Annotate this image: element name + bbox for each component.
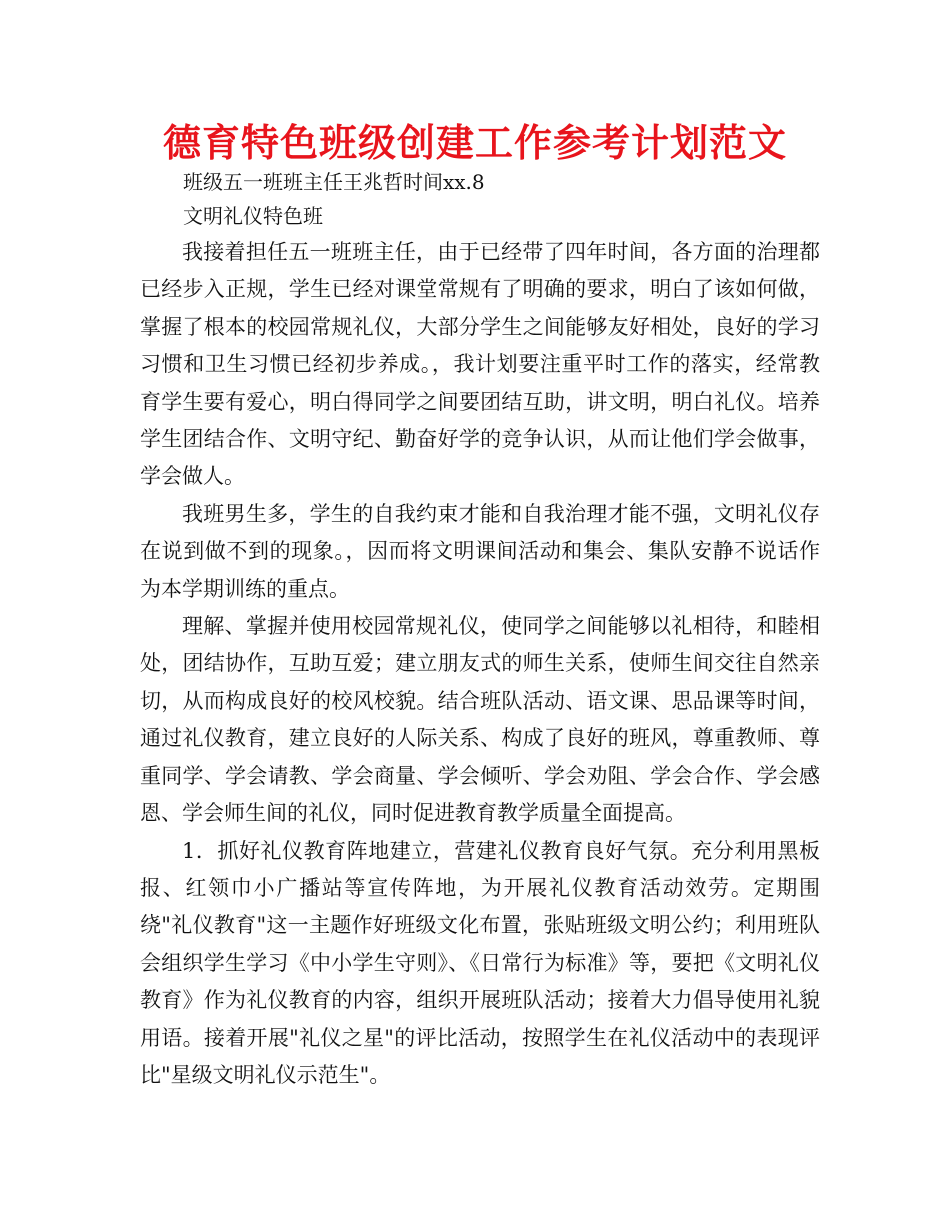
document-title: 德育特色班级创建工作参考计划范文 — [162, 121, 787, 165]
document-body — [140, 234, 820, 1094]
paragraph: 我接着担任五一班班主任，由于已经带了四年时间，各方面的治理都已经步入正规，学生已经对课堂常规有了明确的要求，明白了该如何做，掌握了根本的校园常规礼仪，大部分学生之间能够友好相处，良好的学习习惯和卫生习惯已经初步养成。，我计划要注重平时工作的落实，经常教育学生要有爱心，明白得同学之间要团结互助，讲文明，明白礼仪。培养学生团结合作、文明守纪、勤奋好学的竞争认识，从而让他们学会做事，学会做人。 — [140, 240, 820, 489]
section-subtitle: 文明礼仪特色班 — [183, 204, 323, 228]
paragraph: 我班男生多，学生的自我约束才能和自我治理才能不强，文明礼仪存在说到做不到的现象。，因而将文明课间活动和集会、集队安静不说话作为本学期训练的重点。 — [140, 501, 820, 601]
class-info-line: 班级五一班班主任王兆哲时间xx.8 — [183, 170, 485, 194]
paragraph: 1．抓好礼仪教育阵地建立，营建礼仪教育良好气氛。充分利用黑板报、红领巾小广播站等宣传阵地，为开展礼仪教育活动效劳。定期围绕"礼仪教育"这一主题作好班级文化布置，张贴班级文明公约；利用班队会组织学生学习《中小学生守则》、《日常行为标准》等，要把《文明礼仪教育》作为礼仪教育的内容，组织开展班队活动；接着大力倡导使用礼貌用语。接着开展"礼仪之星"的评比活动，按照学生在礼仪活动中的表现评比"星级文明礼仪示范生"。 — [140, 838, 820, 1087]
paragraph: 理解、掌握并使用校园常规礼仪，使同学之间能够以礼相待，和睦相处，团结协作，互助互爱；建立朋友式的师生关系，使师生间交往自然亲切，从而构成良好的校风校貌。结合班队活动、语文课、思品课等时间，通过礼仪教育，建立良好的人际关系、构成了良好的班风，尊重教师、尊重同学、学会请教、学会商量、学会倾听、学会劝阻、学会合作、学会感恩、学会师生间的礼仪，同时促进教育教学质量全面提高。 — [140, 614, 820, 826]
